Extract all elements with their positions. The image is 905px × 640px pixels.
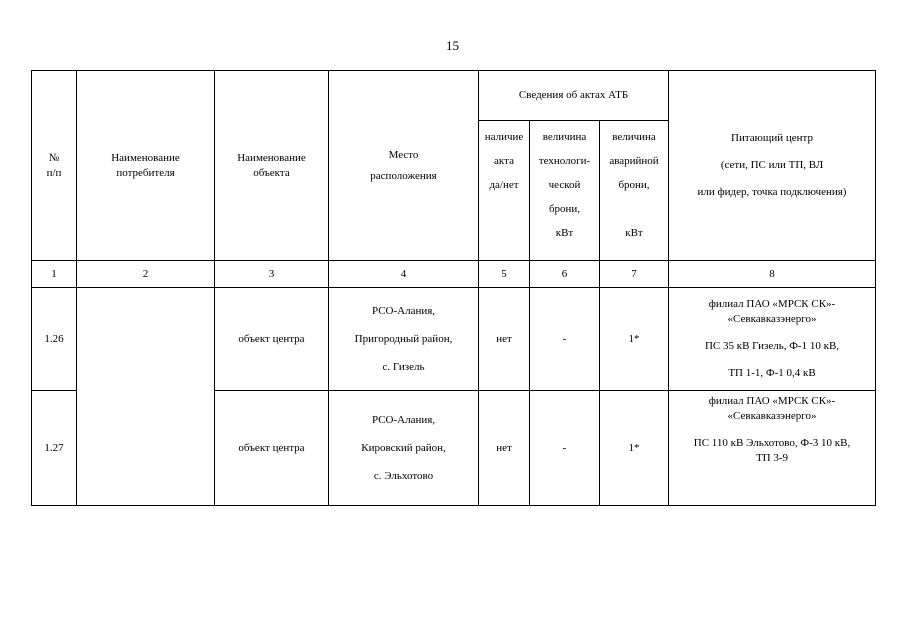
header-row — [32, 71, 876, 121]
tech-reserve: - — [530, 391, 600, 506]
feed-center: филиал ПАО «МРСК СК»- «Севкавказэнерго» ПС 35 кВ Гизель, Ф-1 10 кВ, ТП 1-1, Ф-1 0,4 кВ — [669, 288, 876, 391]
object-name: объект центра — [215, 391, 329, 506]
header-act-presence: наличие акта да/нет — [479, 121, 530, 261]
tech-reserve: - — [530, 288, 600, 391]
header-atb-group: Сведения об актах АТБ — [479, 71, 669, 121]
act-presence: нет — [479, 288, 530, 391]
emergency-reserve: 1* — [600, 288, 669, 391]
header-number: № п/п — [32, 71, 77, 261]
column-numbers-row — [32, 261, 876, 288]
feed-center: филиал ПАО «МРСК СК»- «Севкавказэнерго» ПС 110 кВ Эльхотово, Ф-3 10 кВ, ТП 3-9 — [669, 391, 876, 506]
column-number: 6 — [530, 261, 600, 288]
object-name: объект центра — [215, 288, 329, 391]
header-location: Место расположения — [329, 71, 479, 261]
location: РСО-Алания, Кировский район, с. Эльхотово — [329, 391, 479, 506]
atb-table — [31, 70, 876, 506]
header-object: Наименование объекта — [215, 71, 329, 261]
column-number: 8 — [669, 261, 876, 288]
act-presence: нет — [479, 391, 530, 506]
header-consumer: Наименование потребителя — [77, 71, 215, 261]
table-row — [32, 288, 876, 391]
header-emergency-reserve: величина аварийной брони, кВт — [600, 121, 669, 261]
column-number: 1 — [32, 261, 77, 288]
column-number: 2 — [77, 261, 215, 288]
consumer-name — [77, 288, 215, 506]
row-number: 1.26 — [32, 288, 77, 391]
column-number: 4 — [329, 261, 479, 288]
header-tech-reserve: величина технологи- ческой брони, кВт — [530, 121, 600, 261]
emergency-reserve: 1* — [600, 391, 669, 506]
column-number: 3 — [215, 261, 329, 288]
location: РСО-Алания, Пригородный район, с. Гизель — [329, 288, 479, 391]
header-feed-center: Питающий центр (сети, ПС или ТП, ВЛ или фидер, точка подключения) — [669, 71, 876, 261]
page-number: 15 — [446, 38, 459, 53]
column-number: 5 — [479, 261, 530, 288]
column-number: 7 — [600, 261, 669, 288]
row-number: 1.27 — [32, 391, 77, 506]
